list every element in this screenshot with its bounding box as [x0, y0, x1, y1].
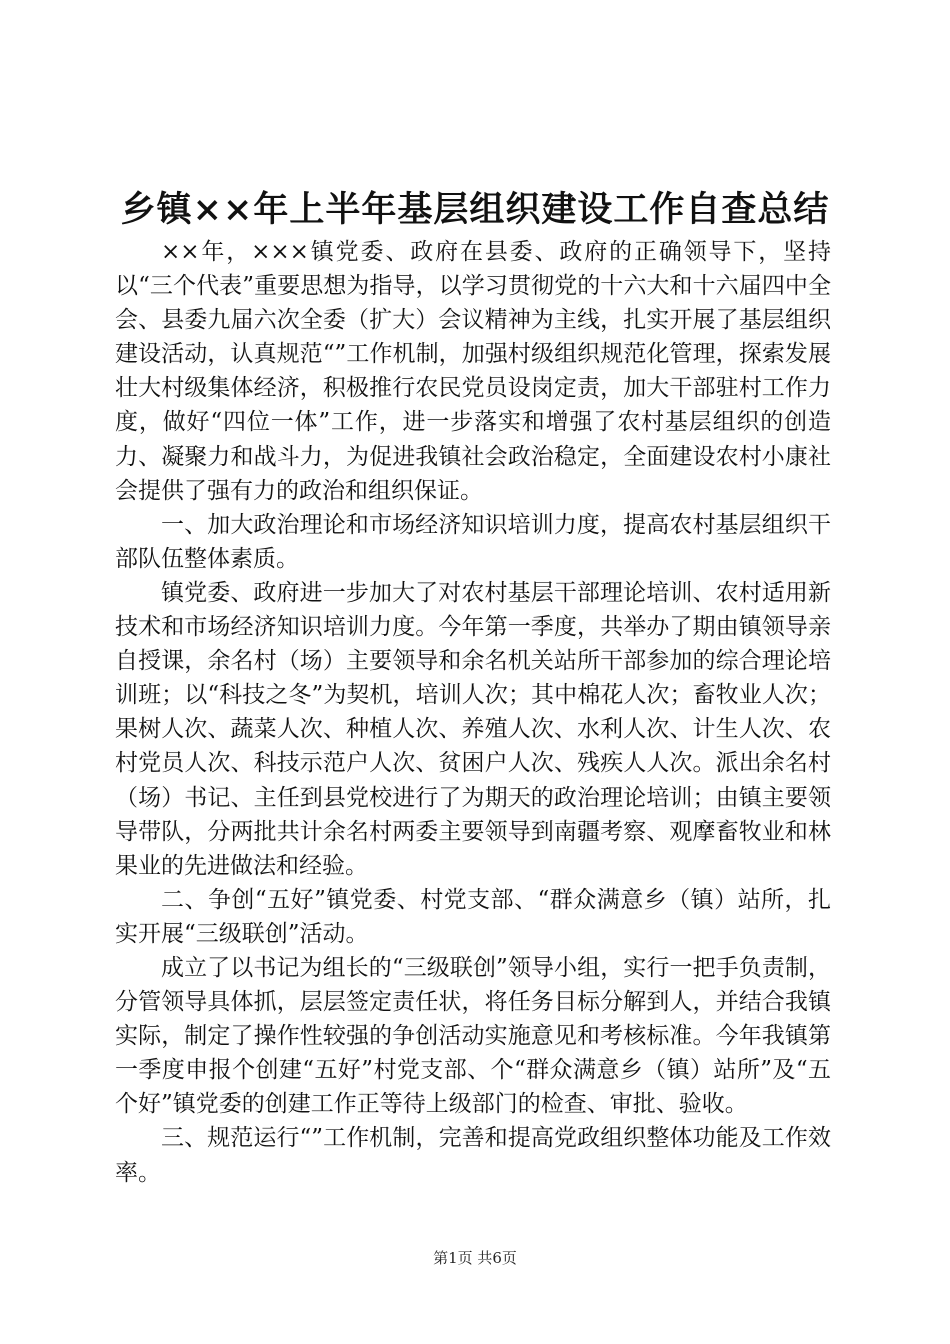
section-heading-1: 一、加大政治理论和市场经济知识培训力度，提高农村基层组织干部队伍整体素质。	[115, 511, 831, 572]
paragraph-training: 镇党委、政府进一步加大了对农村基层干部理论培训、农村适用新技术和市场经济知识培训力度。今年第一季度，共举办了期由镇领导亲自授课，余名村（场）主要领导和余名机关站所干部参加的综合理论培训班；以“科技之冬”为契机，培训人次；其中棉花人次；畜牧业人次；果树人次、蔬菜人次、种植人次、养殖人次、水利人次、计生人次、农村党员人次、科技示范户人次、贫困户人次、残疾人人次。派出余名村（场）书记、主任到县党校进行了为期天的政治理论培训；由镇主要领导带队，分两批共计余名村两委主要领导到南疆考察、观摩畜牧业和林果业的先进做法和经验。	[115, 579, 831, 879]
section-heading-2: 二、争创“五好”镇党委、村党支部、“群众满意乡（镇）站所，扎实开展“三级联创”活动。	[115, 886, 831, 947]
paragraph-intro: ××年，×××镇党委、政府在县委、政府的正确领导下，坚持以“三个代表”重要思想为指导，以学习贯彻党的十六大和十六届四中全会、县委九届六次全委（扩大）会议精神为主线，扎实开展了基层组织建设活动，认真规范“”工作机制，加强村级组织规范化管理，探索发展壮大村级集体经济，积极推行农民党员设岗定责，加大干部驻村工作力度，做好“四位一体”工作，进一步落实和增强了农村基层组织的创造力、凝聚力和战斗力，为促进我镇社会政治稳定，全面建设农村小康社会提供了强有力的政治和组织保证。	[115, 239, 831, 504]
document-body	[115, 235, 831, 1190]
document-title: 乡镇××年上半年基层组织建设工作自查总结	[120, 189, 830, 230]
paragraph-three-level: 成立了以书记为组长的“三级联创”领导小组，实行一把手负责制，分管领导具体抓，层层签定责任状，将任务目标分解到人，并结合我镇实际，制定了操作性较强的争创活动实施意见和考核标准。今年我镇第一季度申报个创建“五好”村党支部、个“群众满意乡（镇）站所”及“五个好”镇党委的创建工作正等待上级部门的检查、审批、验收。	[115, 954, 831, 1118]
page-number-footer: 第1页 共6页	[433, 1249, 517, 1267]
section-heading-3: 三、规范运行“”工作机制，完善和提高党政组织整体功能及工作效率。	[115, 1125, 831, 1186]
